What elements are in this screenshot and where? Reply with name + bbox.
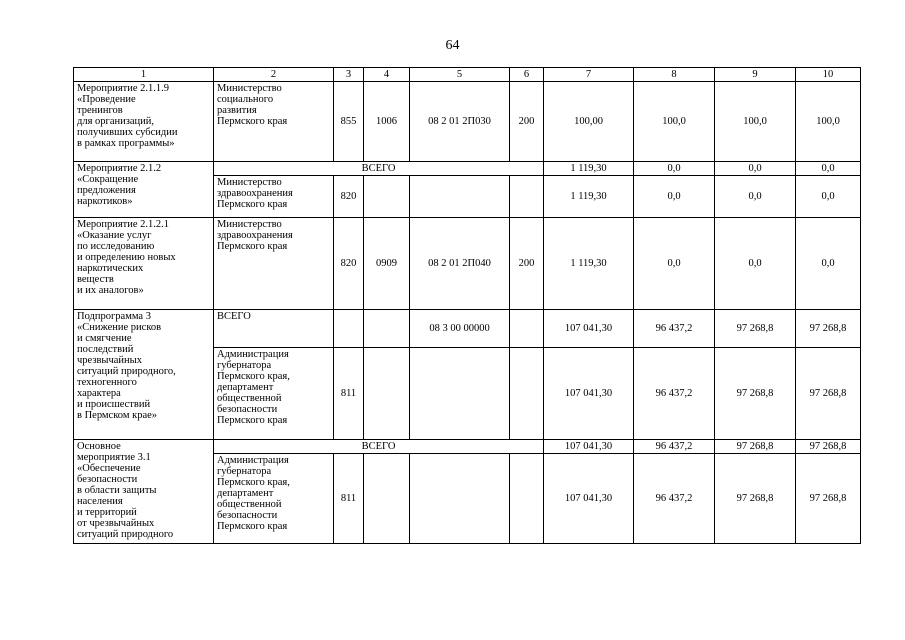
table-row <box>74 82 861 162</box>
table-cell <box>334 310 364 348</box>
table-cell: 107 041,30 <box>544 440 634 454</box>
table-cell: 811 <box>334 454 364 544</box>
table-cell <box>410 348 510 440</box>
table-row <box>74 162 861 176</box>
table-cell: 97 268,8 <box>715 454 796 544</box>
total-label: ВСЕГО <box>214 440 544 454</box>
column-header: 6 <box>510 68 544 82</box>
table-cell: 08 2 01 2П030 <box>410 82 510 162</box>
table-cell <box>510 310 544 348</box>
table-cell <box>410 176 510 218</box>
activity-name: Мероприятие 2.1.1.9 «Проведение тренингов для организаций, получивших субсидии в рамках программы» <box>74 82 214 162</box>
table-row <box>74 440 861 454</box>
table-cell: 97 268,8 <box>796 440 861 454</box>
total-label: ВСЕГО <box>214 162 544 176</box>
table-cell: 100,0 <box>634 82 715 162</box>
table-cell: 96 437,2 <box>634 454 715 544</box>
table-cell <box>364 348 410 440</box>
table-cell: 0,0 <box>634 176 715 218</box>
table-cell: 200 <box>510 218 544 310</box>
organization: Министерство здравоохранения Пермского края <box>214 218 334 310</box>
column-header: 7 <box>544 68 634 82</box>
table-cell: 811 <box>334 348 364 440</box>
table-cell: 1 119,30 <box>544 162 634 176</box>
column-header: 4 <box>364 68 410 82</box>
column-header: 8 <box>634 68 715 82</box>
table-cell: 1006 <box>364 82 410 162</box>
table-cell: 0,0 <box>715 218 796 310</box>
column-header: 1 <box>74 68 214 82</box>
table-cell: 0,0 <box>796 176 861 218</box>
table-cell: 0,0 <box>796 218 861 310</box>
table-cell: 96 437,2 <box>634 440 715 454</box>
table-row <box>74 218 861 310</box>
table-cell <box>364 454 410 544</box>
column-header: 5 <box>410 68 510 82</box>
table-cell: 100,00 <box>544 82 634 162</box>
activity-name: Подпрограмма 3 «Снижение рисков и смягчение последствий чрезвычайных ситуаций природного, техногенного характера и происшествий в Пермском крае» <box>74 310 214 440</box>
table-cell: 855 <box>334 82 364 162</box>
table-cell: 820 <box>334 218 364 310</box>
table-cell <box>510 454 544 544</box>
budget-table <box>73 67 861 544</box>
table-cell: 100,0 <box>715 82 796 162</box>
table-cell: 97 268,8 <box>796 310 861 348</box>
table-cell: 08 2 01 2П040 <box>410 218 510 310</box>
column-header: 10 <box>796 68 861 82</box>
table-row <box>74 310 861 348</box>
page-number: 64 <box>445 38 460 53</box>
organization: Администрация губернатора Пермского края, департамент общественной безопасности Пермского края <box>214 348 334 440</box>
table-cell: 0,0 <box>634 162 715 176</box>
table-cell <box>410 454 510 544</box>
total-label: ВСЕГО <box>214 310 334 348</box>
table-cell: 0909 <box>364 218 410 310</box>
table-cell: 0,0 <box>634 218 715 310</box>
header-row <box>74 68 861 82</box>
organization: Министерство здравоохранения Пермского края <box>214 176 334 218</box>
column-header: 3 <box>334 68 364 82</box>
organization: Администрация губернатора Пермского края, департамент общественной безопасности Пермского края <box>214 454 334 544</box>
activity-name: Основное мероприятие 3.1 «Обеспечение безопасности в области защиты населения и территорий от чрезвычайных ситуаций природного <box>74 440 214 544</box>
table-cell: 97 268,8 <box>796 348 861 440</box>
table-cell: 1 119,30 <box>544 218 634 310</box>
column-header: 9 <box>715 68 796 82</box>
table-cell: 820 <box>334 176 364 218</box>
activity-name: Мероприятие 2.1.2 «Сокращение предложения наркотиков» <box>74 162 214 218</box>
column-header: 2 <box>214 68 334 82</box>
table-cell: 107 041,30 <box>544 310 634 348</box>
table-cell <box>510 176 544 218</box>
table-cell: 96 437,2 <box>634 348 715 440</box>
table-cell <box>364 176 410 218</box>
table-cell: 107 041,30 <box>544 454 634 544</box>
organization: Министерство социального развития Пермского края <box>214 82 334 162</box>
table-cell: 0,0 <box>715 176 796 218</box>
table-cell: 0,0 <box>715 162 796 176</box>
table-cell: 97 268,8 <box>715 440 796 454</box>
activity-name: Мероприятие 2.1.2.1 «Оказание услуг по исследованию и определению новых наркотических веществ и их аналогов» <box>74 218 214 310</box>
table-cell: 97 268,8 <box>715 310 796 348</box>
table-cell: 200 <box>510 82 544 162</box>
table-cell: 0,0 <box>796 162 861 176</box>
table-cell <box>364 310 410 348</box>
table-cell: 97 268,8 <box>715 348 796 440</box>
table-cell <box>510 348 544 440</box>
table-cell: 1 119,30 <box>544 176 634 218</box>
table-cell: 100,0 <box>796 82 861 162</box>
table-cell: 08 3 00 00000 <box>410 310 510 348</box>
table-cell: 107 041,30 <box>544 348 634 440</box>
table-cell: 96 437,2 <box>634 310 715 348</box>
table-cell: 97 268,8 <box>796 454 861 544</box>
